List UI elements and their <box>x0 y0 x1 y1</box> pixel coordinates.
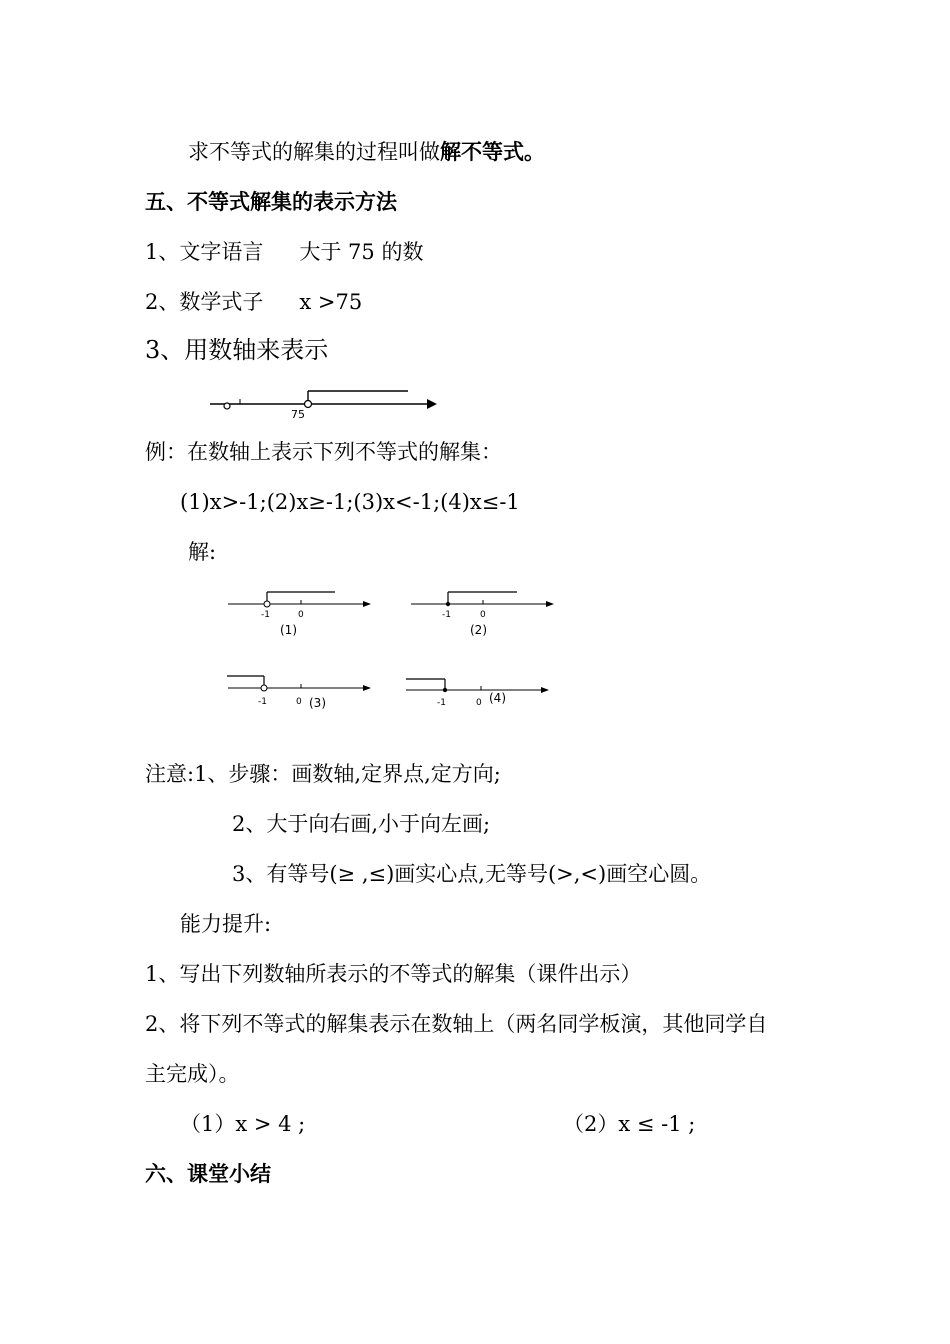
tick-label-neg1: -1 <box>258 697 267 707</box>
tick-label-0: 0 <box>476 698 482 708</box>
ability-problem-1: （1）x > 4 ; <box>180 1112 306 1136</box>
axis-caption: (1) <box>280 623 297 637</box>
section6-heading: 六、课堂小结 <box>145 1161 271 1186</box>
number-line-2 <box>408 585 568 645</box>
solution-label: 解: <box>188 540 217 564</box>
axis-caption: (4) <box>489 691 506 705</box>
method1-label: 1、文字语言 <box>145 240 264 264</box>
axis-arrow-icon <box>363 685 371 691</box>
intro-text: 求不等式的解集的过程叫做 <box>188 140 440 164</box>
note-3: 3、有等号(≥ ,≤)画实心点,无等号(>,<)画空心圆。 <box>232 862 712 886</box>
solid-dot <box>446 602 450 606</box>
method1-value: 大于 75 的数 <box>299 240 424 264</box>
axis-arrow-icon <box>541 687 549 693</box>
axis-caption: (3) <box>309 696 326 710</box>
number-line-4 <box>403 670 563 720</box>
axis-caption: (2) <box>470 623 487 637</box>
intro-paragraph <box>188 138 545 166</box>
ability-q2-line2: 主完成）。 <box>145 1062 240 1086</box>
section5-heading: 五、不等式解集的表示方法 <box>145 189 397 214</box>
method2-value: x >75 <box>299 290 363 314</box>
ability-problem-2: （2）x ≤ -1 ; <box>563 1112 696 1136</box>
intro-bold-term: 解不等式。 <box>440 139 545 164</box>
open-circle <box>261 685 267 691</box>
axis-arrow-icon <box>546 601 554 607</box>
tick-label-0: 0 <box>480 610 486 620</box>
tick-label-neg1: -1 <box>442 610 451 620</box>
number-line-3 <box>225 670 385 720</box>
tick-label-0: 0 <box>296 697 302 707</box>
tick-label-0: 0 <box>298 610 304 620</box>
ability-q1: 1、写出下列数轴所表示的不等式的解集（课件出示） <box>145 962 642 986</box>
method2-line <box>145 288 362 316</box>
method1-line <box>145 238 423 266</box>
solid-dot <box>443 688 447 692</box>
tick-label-neg1: -1 <box>437 698 446 708</box>
axis-arrow-icon <box>427 399 437 409</box>
note-1: 注意:1、步骤：画数轴,定界点,定方向; <box>145 762 501 786</box>
number-line-75 <box>205 383 455 423</box>
method2-label: 2、数学式子 <box>145 290 264 314</box>
number-line-1 <box>225 585 385 645</box>
note-2: 2、大于向右画,小于向左画; <box>232 812 491 836</box>
open-circle <box>264 601 270 607</box>
ability-q2-line1: 2、将下列不等式的解集表示在数轴上（两名同学板演，其他同学自 <box>145 1012 768 1036</box>
open-circle <box>305 401 312 408</box>
method3-line: 3、用数轴来表示 <box>145 336 329 364</box>
tick-label-neg1: -1 <box>261 610 270 620</box>
example-intro: 例：在数轴上表示下列不等式的解集： <box>145 440 502 464</box>
origin-marker <box>224 403 230 409</box>
tick-label-75: 75 <box>291 408 305 421</box>
ability-heading: 能力提升: <box>180 912 272 936</box>
axis-arrow-icon <box>363 601 371 607</box>
example-list: (1)x>-1;(2)x≥-1;(3)x<-1;(4)x≤-1 <box>180 490 520 514</box>
